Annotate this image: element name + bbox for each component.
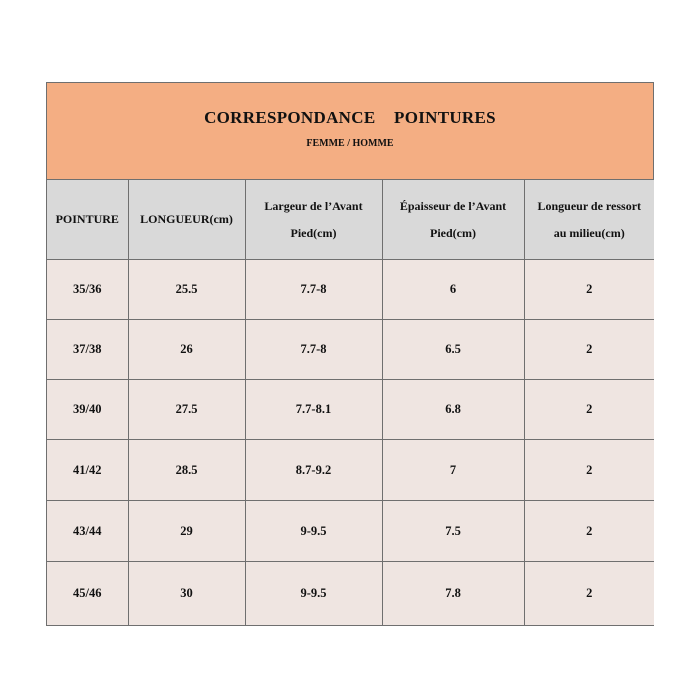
cell-largeur: 8.7-9.2 — [245, 440, 382, 501]
cell-pointure: 41/42 — [47, 440, 128, 501]
header-label: Longueur de ressort — [537, 198, 642, 213]
header-label: Épaisseur de l’Avant — [399, 198, 507, 213]
header-label-line2: Pied(cm) — [290, 225, 337, 240]
cell-largeur: 7.7-8 — [245, 260, 382, 320]
table-row — [47, 501, 654, 562]
cell-ressort: 2 — [524, 562, 654, 626]
table-row — [47, 562, 654, 626]
cell-ressort: 2 — [524, 501, 654, 562]
cell-pointure: 37/38 — [47, 320, 128, 380]
size-chart — [46, 82, 654, 626]
header-longueur — [128, 180, 245, 260]
cell-longueur: 30 — [128, 562, 245, 626]
cell-pointure: 35/36 — [47, 260, 128, 320]
cell-ressort: 2 — [524, 440, 654, 501]
table-row — [47, 380, 654, 440]
cell-pointure: 43/44 — [47, 501, 128, 562]
header-label-line2: Pied(cm) — [430, 225, 476, 240]
table-header-row — [47, 180, 654, 260]
table-row — [47, 260, 654, 320]
cell-longueur: 28.5 — [128, 440, 245, 501]
table-row — [47, 320, 654, 380]
header-label: POINTURE — [55, 212, 119, 226]
cell-ressort: 2 — [524, 260, 654, 320]
cell-epaisseur: 7 — [382, 440, 524, 501]
cell-ressort: 2 — [524, 320, 654, 380]
header-epaisseur — [382, 180, 524, 260]
chart-title: CORRESPONDANCE POINTURES — [204, 108, 496, 127]
cell-ressort: 2 — [524, 380, 654, 440]
header-largeur — [245, 180, 382, 260]
cell-epaisseur: 7.8 — [382, 562, 524, 626]
cell-largeur: 9-9.5 — [245, 501, 382, 562]
cell-largeur: 9-9.5 — [245, 562, 382, 626]
title-banner — [47, 83, 653, 180]
header-label: Largeur de l’Avant — [264, 198, 363, 213]
cell-longueur: 29 — [128, 501, 245, 562]
cell-longueur: 27.5 — [128, 380, 245, 440]
cell-longueur: 26 — [128, 320, 245, 380]
cell-epaisseur: 6.8 — [382, 380, 524, 440]
header-label-line2: au milieu(cm) — [553, 225, 625, 240]
size-table — [47, 180, 654, 625]
header-ressort — [524, 180, 654, 260]
cell-epaisseur: 7.5 — [382, 501, 524, 562]
cell-longueur: 25.5 — [128, 260, 245, 320]
cell-pointure: 45/46 — [47, 562, 128, 626]
cell-pointure: 39/40 — [47, 380, 128, 440]
cell-epaisseur: 6.5 — [382, 320, 524, 380]
header-pointure — [47, 180, 128, 260]
cell-largeur: 7.7-8.1 — [245, 380, 382, 440]
cell-largeur: 7.7-8 — [245, 320, 382, 380]
header-label: LONGUEUR(cm) — [140, 212, 233, 226]
chart-subtitle: FEMME / HOMME — [306, 138, 394, 149]
table-row — [47, 440, 654, 501]
cell-epaisseur: 6 — [382, 260, 524, 320]
